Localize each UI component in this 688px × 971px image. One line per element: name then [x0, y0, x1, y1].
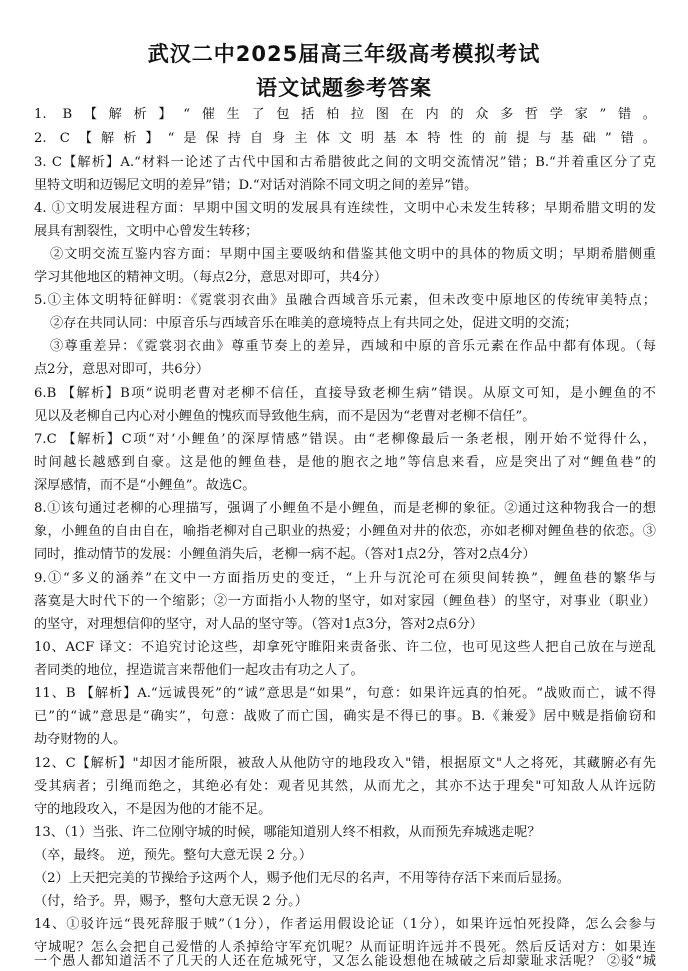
text-line: ②存在共同认同：中原音乐与西域音乐在唯美的意境特点上有共同之处，促进文明的交流；	[50, 316, 578, 331]
text-line: 7.C 【解析】C项“对‘小鲤鱼’的深厚情感”错误。由“老柳像最后一条老根，刚开始不觉得什么，	[34, 432, 656, 447]
text-line: 12、C【解析】"却因才能所限，被敌人从他防守的地段攻入"错，根据原文"人之将死，其藏腑必有先	[34, 756, 656, 771]
text-line: 3. C【解析】A.“材料一论述了古代中国和古希腊彼此之间的文明交流情况”错；B.“并着重区分了克	[34, 155, 656, 170]
text-line: 13、（1）当张、许二位刚守城的时候，哪能知道别人终不相救，从而预先弃城逃走呢？	[34, 825, 541, 840]
text-line: 劫夺财物的人。	[34, 732, 127, 747]
text-line: 见以及老柳自己内心对小鲤鱼的愧疚而导致他生病，而不是因为“老曹对老柳不信任”。	[34, 409, 536, 424]
text-line: ③尊重差异：《霓裳羽衣曲》尊重节奏上的差异，西域和中原的音乐元素在作品中都有体现。（每	[50, 339, 656, 354]
text-line: 里特文明和迈锡尼文明的差异”错；D.“对话对消除不同文明之间的差异”错。	[34, 178, 478, 193]
text-line: 14、①驳许远“畏死辞服于贼”（1分），作者运用假设论证（1分），如果许远怕死投降，怎么会参与	[34, 917, 656, 932]
text-line: 4. ①文明发展进程方面：早期中国文明的发展具有连续性，文明中心未发生转移；早期希腊文明的发	[34, 201, 656, 216]
text-line: 学习其他地区的精神文明。（每点2分，意思对即可，共4分）	[34, 270, 388, 285]
text-line: 11、B 【解析】A.“远诚畏死”的“诚”意思是“如果”，句意：如果许远真的怕死。“战败而亡，诚不得	[34, 686, 656, 701]
text-line: 的坚守，对理想信仰的坚守，对人品的坚守等。（答对1点3分，答对2点6分）	[34, 617, 483, 632]
text-line: 守的地段攻入，不是因为他的才能不足。	[34, 802, 272, 817]
text-line: 点2分，意思对即可，共6分）	[34, 362, 210, 377]
text-line: 同时，推动情节的发展：小鲤鱼消失后，老柳一病不起。（答对1点2分，答对2点4分）	[34, 547, 536, 562]
text-line: ②文明交流互鉴内容方面：早期中国主要吸纳和借鉴其他文明中的具体的物质文明；早期希腊侧重	[50, 247, 656, 262]
text-line: 1. B【解析】“催生了包括柏拉图在内的众多哲学家”错。	[34, 107, 656, 122]
text-line: （卒，最终。 逆，预先。整句大意无误 2 分。）	[34, 848, 313, 863]
text-line: 展具有割裂性，文明中心曾发生转移；	[34, 224, 259, 239]
text-line: 者同类的地位，捏造谎言来帮他们一起攻击有功之人了。	[34, 663, 364, 678]
text-line: 6.B 【解析】B项“说明老曹对老柳不信任，直接导致老柳生病”错误。从原文可知，是小鲤鱼的不	[34, 386, 656, 401]
text-line: 时间越长越感到自豪。这是他的鲤鱼巷，是他的胞衣之地”等信息来看，应是突出了对“鲤鱼巷”的	[34, 455, 656, 470]
text-line: 一个愚人都知道活不了几天的人还在危城死守，又怎么能设想他在城破之后却蒙耻求活呢？ ②驳“城	[34, 954, 656, 969]
text-line: 2. C【解析】“是保持自身主体文明基本特性的前提与基础”错。	[34, 131, 656, 146]
text-line: 已”的“诚”意思是“确实”，句意：战败了而亡国，确实是不得已的事。B.《兼爱》居中贼是指偷窃和	[34, 709, 656, 724]
text-line: 深厚感情，而不是“小鲤鱼”。故选C。	[34, 478, 256, 493]
text-line: 落寞是大时代下的一个缩影；②一方面指小人物的坚守，如对家园（鲤鱼巷）的坚守，对事业（职业）	[34, 594, 656, 609]
text-line: 8.①该句通过老柳的心理描写，强调了小鲤鱼不是小鲤鱼，而是老柳的象征。②通过这种物我合一的想	[34, 501, 656, 516]
document-subtitle: 语文试题参考答案	[256, 76, 432, 100]
text-line: （2）上天把完美的节操给予这两个人，赐予他们无尽的名声，不用等待存活下来而后显扬。	[34, 871, 570, 886]
document-title: 武汉二中2025届高三年级高考模拟考试	[147, 42, 541, 66]
text-line: 9.①“多义的涵养”在文中一方面指历史的变迁，“上升与沉沦可在须臾间转换”，鲤鱼巷的繁华与	[34, 571, 656, 586]
text-line: （付，给予。畀，赐予，整句大意无误 2 分。）	[34, 894, 308, 909]
text-line: 象，小鲤鱼的自由自在，喻指老柳对自己职业的热爱；小鲤鱼对井的依恋，亦如老柳对鲤鱼巷的依恋。③	[34, 524, 656, 539]
text-line: 受其病者；引绳而绝之，其绝必有处：观者见其然，从而尤之，其亦不达于理矣"可知敌人从许远防	[34, 779, 656, 794]
text-line: 10、ACF 译文：不追究讨论这些，却拿死守睢阳来责备张、许二位，也可见这些人把自己放在与逆乱	[34, 640, 656, 655]
text-line: 守城呢？怎么会把自己爱惜的人杀掉给守军充饥呢？从而证明许远并不畏死。然后反话对方：如果连	[34, 940, 656, 955]
text-line: 5.①主体文明特征鲜明：《霓裳羽衣曲》虽融合西域音乐元素，但未改变中原地区的传统审美特点；	[34, 293, 656, 308]
